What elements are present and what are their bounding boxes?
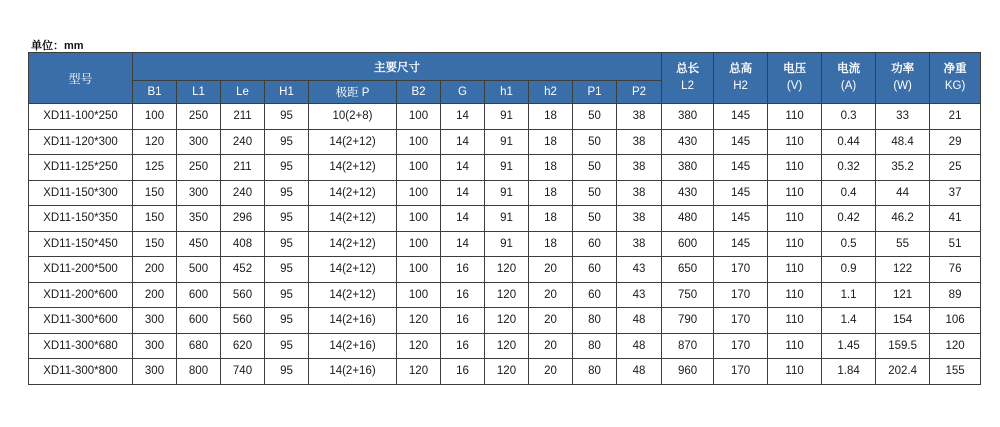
table-cell: 740 [221, 359, 265, 385]
table-cell: 1.45 [822, 333, 876, 359]
current-title: 电流 [837, 63, 861, 75]
table-cell: 20 [529, 257, 573, 283]
table-cell: 14(2+12) [309, 282, 397, 308]
model-cell: XD11-200*600 [29, 282, 133, 308]
table-cell: 14(2+12) [309, 155, 397, 181]
table-cell: 14 [441, 206, 485, 232]
table-cell: 110 [768, 333, 822, 359]
table-cell: 145 [714, 206, 768, 232]
table-cell: 120 [397, 333, 441, 359]
main-dims-header: 主要尺寸 [133, 53, 662, 81]
table-cell: 14(2+12) [309, 231, 397, 257]
table-header [29, 53, 981, 104]
table-row [29, 129, 981, 155]
table-cell: 38 [617, 180, 662, 206]
table-cell: 1.4 [822, 308, 876, 334]
table-cell: 296 [221, 206, 265, 232]
table-cell: 14(2+16) [309, 308, 397, 334]
table-cell: 100 [397, 257, 441, 283]
table-cell: 16 [441, 282, 485, 308]
table-cell: 121 [876, 282, 930, 308]
table-cell: 0.42 [822, 206, 876, 232]
table-cell: 150 [133, 180, 177, 206]
table-cell: 20 [529, 333, 573, 359]
table-cell: 50 [573, 180, 617, 206]
table-cell: 48 [617, 359, 662, 385]
table-cell: 150 [133, 231, 177, 257]
table-cell: 91 [485, 231, 529, 257]
table-cell: 14 [441, 104, 485, 130]
table-cell: 55 [876, 231, 930, 257]
table-cell: 790 [662, 308, 714, 334]
table-cell: 145 [714, 129, 768, 155]
table-cell: 14(2+12) [309, 206, 397, 232]
table-cell: 100 [397, 231, 441, 257]
col-header-b1: B1 [133, 81, 177, 104]
col-header-h1: H1 [265, 81, 309, 104]
table-cell: 110 [768, 359, 822, 385]
table-cell: 16 [441, 257, 485, 283]
table-cell: 452 [221, 257, 265, 283]
table-cell: 95 [265, 257, 309, 283]
table-cell: 91 [485, 155, 529, 181]
table-cell: 25 [930, 155, 981, 181]
table-cell: 95 [265, 359, 309, 385]
table-cell: 80 [573, 333, 617, 359]
table-cell: 29 [930, 129, 981, 155]
table-cell: 14 [441, 231, 485, 257]
table-cell: 95 [265, 206, 309, 232]
table-cell: 960 [662, 359, 714, 385]
table-cell: 300 [133, 308, 177, 334]
spec-table [28, 52, 981, 385]
table-cell: 38 [617, 206, 662, 232]
col-header-h2-lower: h2 [529, 81, 573, 104]
table-cell: 60 [573, 257, 617, 283]
table-cell: 150 [133, 206, 177, 232]
table-cell: 38 [617, 104, 662, 130]
table-row [29, 155, 981, 181]
table-cell: 154 [876, 308, 930, 334]
table-cell: 106 [930, 308, 981, 334]
col-header-l1: L1 [177, 81, 221, 104]
model-cell: XD11-125*250 [29, 155, 133, 181]
table-cell: 110 [768, 308, 822, 334]
table-cell: 450 [177, 231, 221, 257]
table-cell: 145 [714, 155, 768, 181]
table-row [29, 308, 981, 334]
table-cell: 211 [221, 155, 265, 181]
table-row [29, 180, 981, 206]
model-cell: XD11-300*800 [29, 359, 133, 385]
table-cell: 170 [714, 333, 768, 359]
table-cell: 14(2+12) [309, 129, 397, 155]
table-cell: 300 [177, 129, 221, 155]
table-cell: 14 [441, 155, 485, 181]
table-cell: 120 [485, 308, 529, 334]
table-row [29, 257, 981, 283]
table-cell: 43 [617, 257, 662, 283]
table-cell: 240 [221, 129, 265, 155]
table-cell: 33 [876, 104, 930, 130]
table-cell: 250 [177, 104, 221, 130]
total-height-header [714, 53, 768, 104]
table-cell: 120 [133, 129, 177, 155]
table-cell: 20 [529, 359, 573, 385]
table-cell: 170 [714, 308, 768, 334]
table-cell: 48 [617, 308, 662, 334]
table-cell: 44 [876, 180, 930, 206]
table-cell: 120 [485, 359, 529, 385]
table-cell: 200 [133, 282, 177, 308]
table-cell: 14(2+16) [309, 333, 397, 359]
table-cell: 430 [662, 180, 714, 206]
header-row-1 [29, 53, 981, 81]
table-cell: 145 [714, 231, 768, 257]
table-cell: 430 [662, 129, 714, 155]
table-cell: 50 [573, 155, 617, 181]
table-cell: 18 [529, 155, 573, 181]
table-cell: 240 [221, 180, 265, 206]
net-weight-title: 净重 [943, 63, 967, 75]
table-cell: 1.84 [822, 359, 876, 385]
table-cell: 0.4 [822, 180, 876, 206]
table-cell: 48 [617, 333, 662, 359]
table-cell: 100 [397, 104, 441, 130]
table-cell: 20 [529, 308, 573, 334]
table-cell: 110 [768, 231, 822, 257]
table-row [29, 231, 981, 257]
table-cell: 120 [485, 257, 529, 283]
model-cell: XD11-300*680 [29, 333, 133, 359]
table-cell: 14 [441, 180, 485, 206]
table-cell: 10(2+8) [309, 104, 397, 130]
voltage-header [768, 53, 822, 104]
power-title: 功率 [891, 63, 915, 75]
model-cell: XD11-300*600 [29, 308, 133, 334]
table-cell: 80 [573, 359, 617, 385]
current-unit: (A) [840, 80, 857, 92]
table-cell: 14(2+16) [309, 359, 397, 385]
table-cell: 680 [177, 333, 221, 359]
table-cell: 170 [714, 359, 768, 385]
table-cell: 870 [662, 333, 714, 359]
table-cell: 91 [485, 206, 529, 232]
voltage-unit: (V) [786, 80, 803, 92]
table-cell: 211 [221, 104, 265, 130]
table-cell: 16 [441, 333, 485, 359]
total-height-unit: H2 [733, 80, 748, 92]
table-cell: 120 [485, 282, 529, 308]
table-cell: 120 [397, 359, 441, 385]
col-header-h1-lower: h1 [485, 81, 529, 104]
table-cell: 145 [714, 180, 768, 206]
table-cell: 16 [441, 308, 485, 334]
table-cell: 41 [930, 206, 981, 232]
model-cell: XD11-150*350 [29, 206, 133, 232]
table-cell: 95 [265, 282, 309, 308]
table-cell: 110 [768, 282, 822, 308]
table-cell: 408 [221, 231, 265, 257]
table-cell: 18 [529, 231, 573, 257]
table-row [29, 359, 981, 385]
unit-label: 单位：mm [31, 40, 84, 52]
table-cell: 600 [177, 282, 221, 308]
col-header-le: Le [221, 81, 265, 104]
table-cell: 480 [662, 206, 714, 232]
table-body [29, 104, 981, 385]
model-cell: XD11-150*300 [29, 180, 133, 206]
net-weight-unit: KG) [944, 80, 966, 92]
model-cell: XD11-200*500 [29, 257, 133, 283]
table-cell: 95 [265, 104, 309, 130]
table-cell: 51 [930, 231, 981, 257]
model-cell: XD11-100*250 [29, 104, 133, 130]
table-cell: 91 [485, 180, 529, 206]
table-cell: 750 [662, 282, 714, 308]
table-cell: 170 [714, 282, 768, 308]
table-cell: 145 [714, 104, 768, 130]
table-cell: 250 [177, 155, 221, 181]
table-cell: 14 [441, 129, 485, 155]
table-cell: 0.44 [822, 129, 876, 155]
model-header: 型号 [29, 53, 133, 104]
table-cell: 60 [573, 231, 617, 257]
table-cell: 200 [133, 257, 177, 283]
table-cell: 300 [133, 333, 177, 359]
table-cell: 110 [768, 180, 822, 206]
table-cell: 300 [177, 180, 221, 206]
table-cell: 100 [133, 104, 177, 130]
table-cell: 202.4 [876, 359, 930, 385]
table-cell: 95 [265, 180, 309, 206]
total-length-header [662, 53, 714, 104]
table-cell: 620 [221, 333, 265, 359]
total-length-unit: L2 [681, 80, 694, 92]
table-cell: 1.1 [822, 282, 876, 308]
table-cell: 380 [662, 155, 714, 181]
table-cell: 76 [930, 257, 981, 283]
table-cell: 48.4 [876, 129, 930, 155]
table-row [29, 333, 981, 359]
table-cell: 16 [441, 359, 485, 385]
table-cell: 100 [397, 155, 441, 181]
table-cell: 95 [265, 333, 309, 359]
voltage-title: 电压 [783, 63, 807, 75]
col-header-p2: P2 [617, 81, 662, 104]
table-cell: 18 [529, 180, 573, 206]
current-header [822, 53, 876, 104]
table-cell: 110 [768, 129, 822, 155]
table-cell: 0.5 [822, 231, 876, 257]
table-cell: 110 [768, 257, 822, 283]
table-cell: 650 [662, 257, 714, 283]
table-cell: 38 [617, 155, 662, 181]
col-header-b2: B2 [397, 81, 441, 104]
table-cell: 18 [529, 129, 573, 155]
table-cell: 21 [930, 104, 981, 130]
table-cell: 110 [768, 206, 822, 232]
table-cell: 38 [617, 129, 662, 155]
table-cell: 500 [177, 257, 221, 283]
table-cell: 14(2+12) [309, 180, 397, 206]
table-cell: 170 [714, 257, 768, 283]
total-length-title: 总长 [676, 63, 700, 75]
table-cell: 95 [265, 155, 309, 181]
table-cell: 91 [485, 104, 529, 130]
table-cell: 18 [529, 206, 573, 232]
table-cell: 50 [573, 206, 617, 232]
table-cell: 89 [930, 282, 981, 308]
table-cell: 0.32 [822, 155, 876, 181]
table-cell: 159.5 [876, 333, 930, 359]
table-cell: 0.9 [822, 257, 876, 283]
col-header-pole-pitch: 极距 P [309, 81, 397, 104]
table-cell: 120 [930, 333, 981, 359]
table-cell: 80 [573, 308, 617, 334]
col-header-g: G [441, 81, 485, 104]
table-cell: 100 [397, 206, 441, 232]
table-cell: 95 [265, 231, 309, 257]
table-cell: 0.3 [822, 104, 876, 130]
table-cell: 350 [177, 206, 221, 232]
table-cell: 50 [573, 104, 617, 130]
net-weight-header [930, 53, 981, 104]
power-header [876, 53, 930, 104]
table-row [29, 104, 981, 130]
table-cell: 14(2+12) [309, 257, 397, 283]
total-height-title: 总高 [729, 63, 753, 75]
table-cell: 600 [177, 308, 221, 334]
col-header-p1: P1 [573, 81, 617, 104]
table-cell: 95 [265, 308, 309, 334]
table-cell: 100 [397, 282, 441, 308]
table-cell: 560 [221, 308, 265, 334]
table-cell: 37 [930, 180, 981, 206]
table-cell: 300 [133, 359, 177, 385]
table-cell: 38 [617, 231, 662, 257]
table-cell: 155 [930, 359, 981, 385]
table-cell: 380 [662, 104, 714, 130]
table-cell: 18 [529, 104, 573, 130]
table-cell: 46.2 [876, 206, 930, 232]
table-cell: 122 [876, 257, 930, 283]
table-cell: 100 [397, 129, 441, 155]
power-unit: (W) [893, 80, 912, 92]
table-row [29, 282, 981, 308]
table-cell: 50 [573, 129, 617, 155]
table-cell: 43 [617, 282, 662, 308]
table-cell: 110 [768, 104, 822, 130]
table-row [29, 206, 981, 232]
table-cell: 60 [573, 282, 617, 308]
table-cell: 35.2 [876, 155, 930, 181]
table-cell: 120 [397, 308, 441, 334]
table-cell: 110 [768, 155, 822, 181]
model-cell: XD11-150*450 [29, 231, 133, 257]
model-cell: XD11-120*300 [29, 129, 133, 155]
table-cell: 600 [662, 231, 714, 257]
table-cell: 800 [177, 359, 221, 385]
table-cell: 560 [221, 282, 265, 308]
table-cell: 125 [133, 155, 177, 181]
table-cell: 95 [265, 129, 309, 155]
table-cell: 91 [485, 129, 529, 155]
table-cell: 100 [397, 180, 441, 206]
table-cell: 120 [485, 333, 529, 359]
table-cell: 20 [529, 282, 573, 308]
